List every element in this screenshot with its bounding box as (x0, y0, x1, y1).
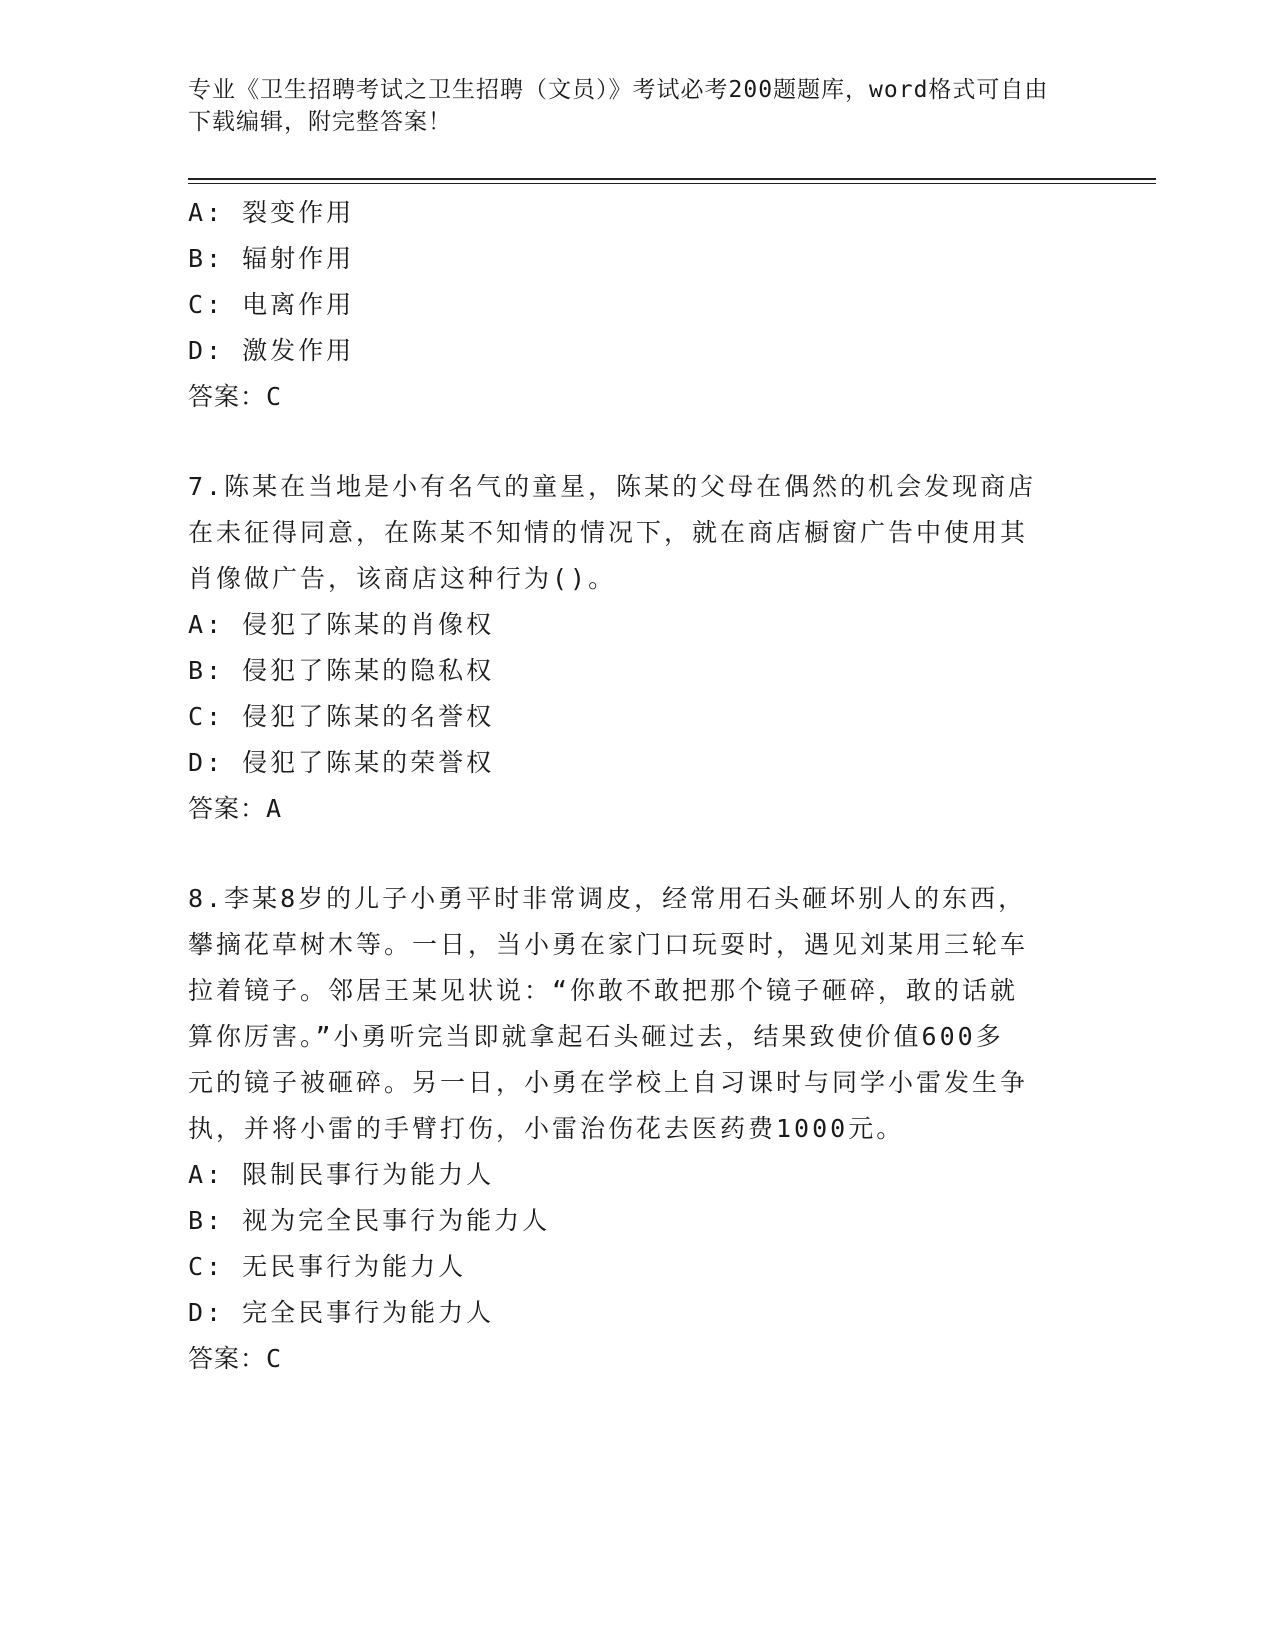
q8-text-line-5: 元的镜子被砸碎。另一日，小勇在学校上自习课时与同学小雷发生争 (188, 1068, 1029, 1097)
q7-text-line-3: 肖像做广告，该商店这种行为()。 (188, 564, 617, 593)
q8-text-line-1: 8.李某8岁的儿子小勇平时非常调皮，经常用石头砸坏别人的东西， (188, 884, 1027, 913)
question-content (188, 190, 1068, 1382)
q6-option-a: A: 裂变作用 (188, 198, 355, 227)
question-8-block (188, 876, 1068, 1382)
q7-option-d: D: 侵犯了陈某的荣誉权 (188, 748, 495, 777)
spacer (188, 832, 1068, 876)
q7-option-c: C: 侵犯了陈某的名誉权 (188, 702, 495, 731)
q6-answer: 答案：C (188, 382, 283, 411)
q7-text-line-1: 7.陈某在当地是小有名气的童星，陈某的父母在偶然的机会发现商店 (188, 472, 1037, 501)
q7-answer: 答案：A (188, 794, 283, 823)
q6-option-b: B: 辐射作用 (188, 244, 355, 273)
q8-answer: 答案：C (188, 1344, 283, 1373)
q8-text-line-4: 算你厉害。”小勇听完当即就拿起石头砸过去，结果致使价值600多 (188, 1022, 1004, 1051)
q8-option-a: A: 限制民事行为能力人 (188, 1160, 495, 1189)
q7-option-b: B: 侵犯了陈某的隐私权 (188, 656, 495, 685)
q7-text-line-2: 在未征得同意，在陈某不知情的情况下，就在商店橱窗广告中使用其 (188, 518, 1029, 547)
q8-text-line-6: 执，并将小雷的手臂打伤，小雷治伤花去医药费1000元。 (188, 1114, 905, 1143)
q8-text-line-3: 拉着镜子。邻居王某见状说：“你敢不敢把那个镜子砸碎，敢的话就 (188, 976, 1019, 1005)
q8-option-b: B: 视为完全民事行为能力人 (188, 1206, 551, 1235)
spacer (188, 420, 1068, 464)
header-divider-thin (188, 183, 1156, 184)
question-6-block (188, 190, 1068, 420)
header-divider-thick (188, 178, 1156, 180)
q7-option-a: A: 侵犯了陈某的肖像权 (188, 610, 495, 639)
q8-option-d: D: 完全民事行为能力人 (188, 1298, 495, 1327)
q6-option-d: D: 激发作用 (188, 336, 355, 365)
q6-option-c: C: 电离作用 (188, 290, 355, 319)
q8-option-c: C: 无民事行为能力人 (188, 1252, 467, 1281)
question-7-block (188, 464, 1068, 832)
q8-text-line-2: 攀摘花草树木等。一日，当小勇在家门口玩耍时，遇见刘某用三轮车 (188, 930, 1029, 959)
document-header: 专业《卫生招聘考试之卫生招聘（文员）》考试必考200题题库，word格式可自由下载编辑，附完整答案！ (188, 77, 1049, 135)
